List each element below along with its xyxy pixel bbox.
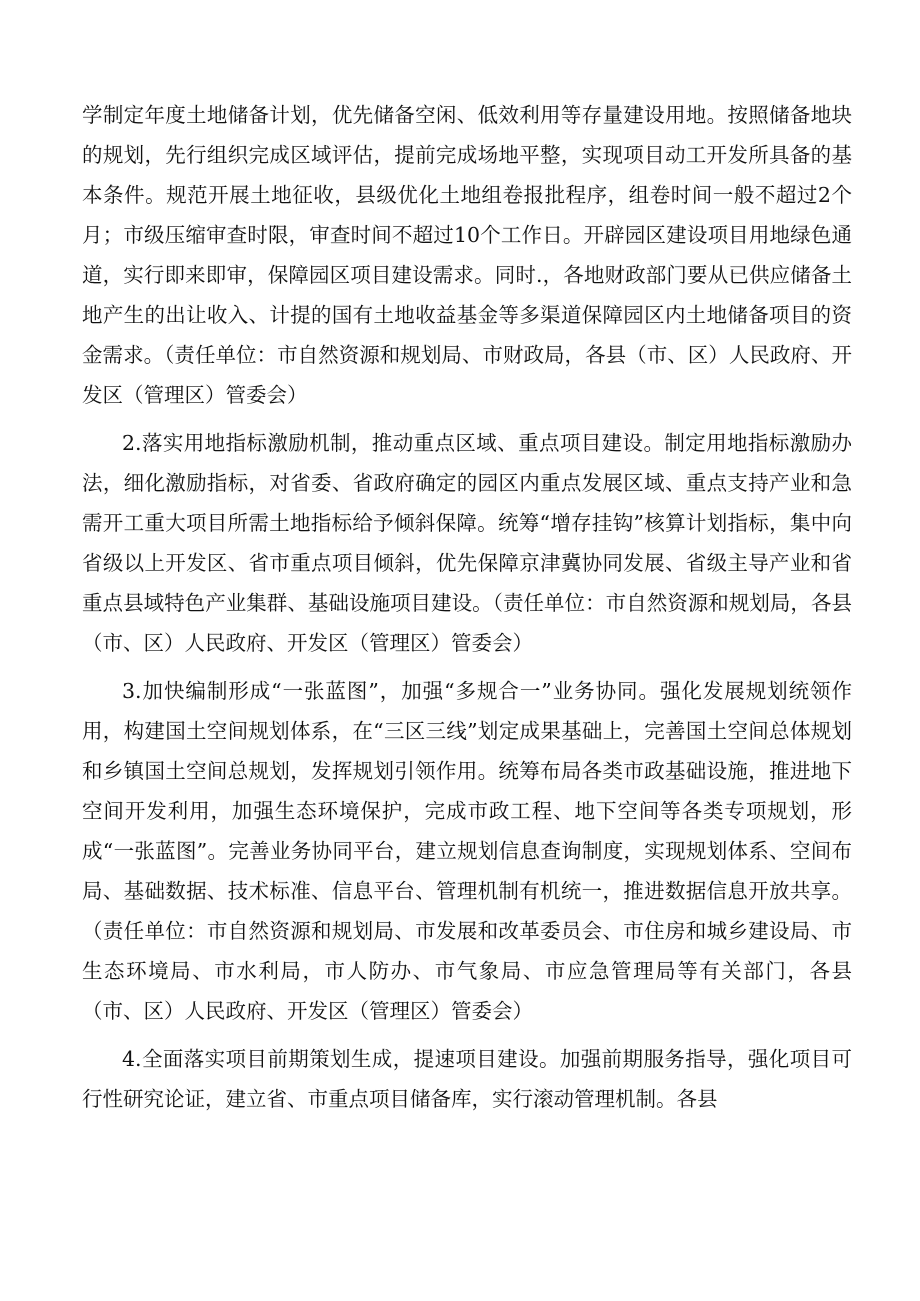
paragraph-item-2-land-quota-incentive: 2.落实用地指标激励机制，推动重点区域、重点项目建设。制定用地指标激励办法，细化激励指标，对省委、省政府确定的园区内重点发展区域、重点支持产业和急需开工重大项目所需土地指标给予倾斜保障。统筹“增存挂钩”核算计划指标，集中向省级以上开发区、省市重点项目倾斜，优先保障京津冀协同发展、省级主导产业和省重点县域特色产业集群、基础设施项目建设。（责任单位：市自然资源和规划局，各县（市、区）人民政府、开发区（管理区）管委会） — [82, 431, 852, 655]
paragraph-item-4-project-planning: 4.全面落实项目前期策划生成，提速项目建设。加强前期服务指导，强化项目可行性研究论证，建立省、市重点项目储备库，实行滚动管理机制。各县 — [82, 1047, 852, 1111]
document-body — [82, 95, 852, 1127]
paragraph-item-3-one-blueprint: 3.加快编制形成“一张蓝图”，加强“多规合一”业务协同。强化发展规划统领作用，构建国土空间规划体系，在“三区三线”划定成果基础上，完善国土空间总体规划和乡镇国土空间总规划，发挥规划引领作用。统筹布局各类市政基础设施，推进地下空间开发利用，加强生态环境保护，完成市政工程、地下空间等各类专项规划，形成“一张蓝图”。完善业务协同平台，建立规划信息查询制度，实现规划体系、空间布局、基础数据、技术标准、信息平台、管理机制有机统一，推进数据信息开放共享。（责任单位：市自然资源和规划局、市发展和改革委员会、市住房和城乡建设局、市生态环境局、市水利局，市人防办、市气象局、市应急管理局等有关部门，各县（市、区）人民政府、开发区（管理区）管委会） — [82, 679, 852, 1023]
paragraph-land-reserve-continuation: 学制定年度土地储备计划，优先储备空闲、低效利用等存量建设用地。按照储备地块的规划，先行组织完成区域评估，提前完成场地平整，实现项目动工开发所具备的基本条件。规范开展土地征收，县级优化土地组卷报批程序，组卷时间一般不超过2个月；市级压缩审查时限，审查时间不超过10个工作日。开辟园区建设项目用地绿色通道，实行即来即审，保障园区项目建设需求。同时.，各地财政部门要从已供应储备土地产生的出让收入、计提的国有土地收益基金等多渠道保障园区内土地储备项目的资金需求。（责任单位：市自然资源和规划局、市财政局，各县（市、区）人民政府、开发区（管理区）管委会） — [82, 103, 852, 407]
